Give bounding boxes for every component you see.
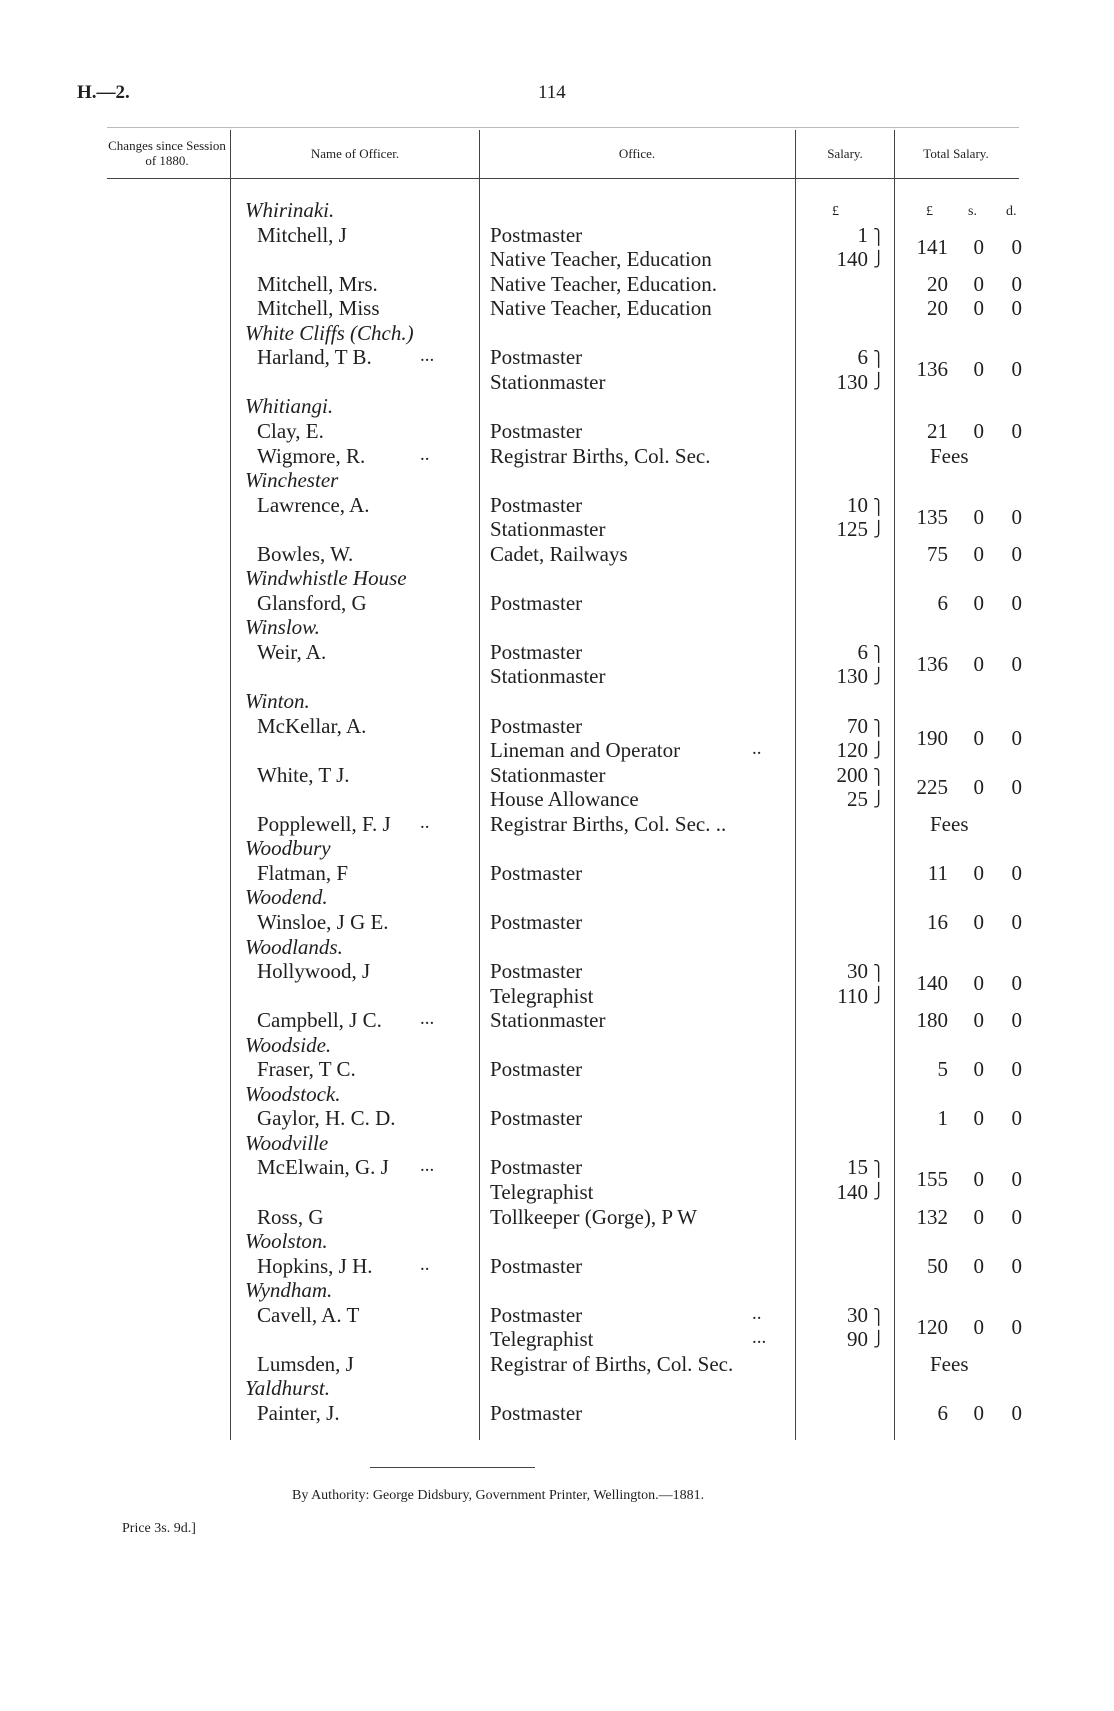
officer-name: Hollywood, J <box>257 959 371 984</box>
fees-label: Fees <box>930 811 969 836</box>
place-name: Woodside. <box>245 1032 332 1057</box>
table-row <box>0 444 1114 468</box>
table-row <box>0 935 1114 959</box>
total-pence: 0 <box>1011 725 1022 750</box>
office-title: Postmaster <box>490 1253 583 1278</box>
place-name: Woodstock. <box>245 1081 341 1106</box>
total-pounds: 1 <box>937 1106 948 1131</box>
office-title: Telegraphist <box>490 983 594 1008</box>
total-pence: 0 <box>1011 418 1022 443</box>
leader-dots: .. <box>420 1253 430 1275</box>
total-pounds: 5 <box>937 1057 948 1082</box>
total-pence: 0 <box>1011 1106 1022 1131</box>
officer-name: Painter, J. <box>257 1400 340 1425</box>
office-title: Postmaster <box>490 345 583 370</box>
table-row <box>0 787 1114 811</box>
officer-name: McKellar, A. <box>257 713 367 738</box>
total-pounds: 20 <box>927 271 948 296</box>
table-row <box>0 394 1114 418</box>
salary-amount: 90 <box>847 1327 868 1352</box>
total-pence: 0 <box>1011 651 1022 676</box>
officer-name: Mitchell, J <box>257 222 347 247</box>
total-pence: 0 <box>1011 1204 1022 1229</box>
salary-amount: 10 <box>847 492 868 517</box>
table-row <box>0 542 1114 566</box>
officer-name: Lumsden, J <box>257 1351 354 1376</box>
salary-brace: ⎫ ⎭ <box>873 966 885 1005</box>
officer-name: Wigmore, R. <box>257 443 366 468</box>
table-row <box>0 713 1114 750</box>
salary-amount: 6 <box>857 639 868 664</box>
table-row <box>0 1082 1114 1106</box>
total-pence: 0 <box>1011 971 1022 996</box>
place-name: Wyndham. <box>245 1278 333 1303</box>
office-title: Postmaster <box>490 492 583 517</box>
total-shillings: 0 <box>973 1253 984 1278</box>
total-pounds: 6 <box>937 1400 948 1425</box>
total-pounds: 135 <box>916 504 948 529</box>
officer-name: Popplewell, F. J <box>257 811 391 836</box>
total-pounds: 120 <box>916 1314 948 1339</box>
salary-amount: 25 <box>847 787 868 812</box>
table-row <box>0 1057 1114 1081</box>
officer-name: Mitchell, Mrs. <box>257 271 378 296</box>
total-pounds: 75 <box>927 541 948 566</box>
total-shillings: 0 <box>973 774 984 799</box>
total-pence: 0 <box>1011 1314 1022 1339</box>
printer-imprint: By Authority: George Didsbury, Government Printer, Wellington.—1881. <box>292 1488 705 1503</box>
col-header-total: Total Salary. <box>923 146 989 161</box>
col-header-name: Name of Officer. <box>310 146 400 161</box>
office-title: Postmaster <box>490 909 583 934</box>
table-row <box>0 1106 1114 1130</box>
table-row <box>0 762 1114 799</box>
total-shillings: 0 <box>973 541 984 566</box>
place-name: Whitiangi. <box>245 394 334 419</box>
table-row <box>0 419 1114 443</box>
office-title: Registrar of Births, Col. Sec. <box>490 1351 734 1376</box>
total-pounds: 136 <box>916 651 948 676</box>
officer-name: Weir, A. <box>257 639 327 664</box>
officer-name: Bowles, W. <box>257 541 354 566</box>
place-name: Woodend. <box>245 885 328 910</box>
salary-brace: ⎫ ⎭ <box>873 352 885 391</box>
salary-brace: ⎫ ⎭ <box>873 720 885 759</box>
page-number: 114 <box>538 82 566 103</box>
total-pounds: 140 <box>916 971 948 996</box>
place-name: White Cliffs (Chch.) <box>245 320 414 345</box>
officer-name: Campbell, J C. <box>257 1008 382 1033</box>
office-title: Postmaster <box>490 1400 583 1425</box>
salary-brace: ⎫ ⎭ <box>873 499 885 538</box>
table-row <box>0 517 1114 541</box>
total-pence: 0 <box>1011 909 1022 934</box>
col-header-changes: Changes since Session of 1880. <box>108 138 226 168</box>
salary-amount: 130 <box>836 369 868 394</box>
total-shillings: 0 <box>973 590 984 615</box>
officer-name: Harland, T B. <box>257 345 372 370</box>
table-row <box>0 492 1114 529</box>
table-row <box>0 639 1114 676</box>
total-pence: 0 <box>1011 357 1022 382</box>
office-title: Registrar Births, Col. Sec. <box>490 443 711 468</box>
fees-label: Fees <box>930 443 969 468</box>
leader-dots: .. <box>420 811 430 833</box>
table-row <box>0 566 1114 590</box>
total-pence: 0 <box>1011 774 1022 799</box>
total-pence: 0 <box>1011 296 1022 321</box>
office-title: Postmaster <box>490 713 583 738</box>
unit-pence: d. <box>1006 204 1017 219</box>
col-header-salary: Salary. <box>827 146 863 161</box>
table-row <box>0 689 1114 713</box>
table-row <box>0 321 1114 345</box>
place-name: Whirinaki. <box>245 198 335 222</box>
salary-amount: 15 <box>847 1155 868 1180</box>
table-row <box>0 296 1114 320</box>
total-shillings: 0 <box>973 725 984 750</box>
total-shillings: 0 <box>973 1204 984 1229</box>
salary-amount: 70 <box>847 713 868 738</box>
table-row <box>0 812 1114 836</box>
total-pence: 0 <box>1011 1167 1022 1192</box>
total-pence: 0 <box>1011 1400 1022 1425</box>
total-pounds: 6 <box>937 590 948 615</box>
office-title: Telegraphist <box>490 1327 594 1352</box>
total-pence: 0 <box>1011 504 1022 529</box>
office-title: Cadet, Railways <box>490 541 628 566</box>
salary-brace: ⎫ ⎭ <box>873 646 885 685</box>
table-row <box>0 1401 1114 1425</box>
leader-dots: .. <box>752 1302 762 1324</box>
total-shillings: 0 <box>973 418 984 443</box>
office-title: Stationmaster <box>490 369 606 394</box>
salary-amount: 140 <box>836 1180 868 1204</box>
total-pounds: 50 <box>927 1253 948 1278</box>
office-title: Postmaster <box>490 222 583 247</box>
table-row <box>0 1327 1114 1351</box>
officer-name: McElwain, G. J <box>257 1155 389 1180</box>
total-shillings: 0 <box>973 1167 984 1192</box>
office-title: Postmaster <box>490 418 583 443</box>
office-title: Postmaster <box>490 959 583 984</box>
table-row <box>0 1302 1114 1339</box>
place-name: Windwhistle House <box>245 566 407 591</box>
fees-label: Fees <box>930 1351 969 1376</box>
table-row <box>0 885 1114 909</box>
office-title: Lineman and Operator <box>490 738 681 763</box>
salary-amount: 30 <box>847 1302 868 1327</box>
total-pounds: 11 <box>927 860 948 885</box>
table-row <box>0 664 1114 688</box>
table-row <box>0 836 1114 860</box>
office-title: Stationmaster <box>490 517 606 542</box>
total-shillings: 0 <box>973 1057 984 1082</box>
salary-amount: 120 <box>836 738 868 763</box>
place-name: Yaldhurst. <box>245 1376 331 1401</box>
office-title: Stationmaster <box>490 1008 606 1033</box>
table-row <box>0 222 1114 259</box>
officer-name: Winsloe, J G E. <box>257 909 389 934</box>
office-title: Postmaster <box>490 1106 583 1131</box>
place-name: Winchester <box>245 468 339 493</box>
place-name: Winslow. <box>245 615 320 640</box>
office-title: Telegraphist <box>490 1180 594 1204</box>
table-row <box>0 468 1114 492</box>
leader-dots: .. <box>420 443 430 465</box>
office-title: Postmaster <box>490 860 583 885</box>
officer-name: White, T J. <box>257 762 350 787</box>
table-row <box>0 910 1114 934</box>
salary-amount: 200 <box>836 762 868 787</box>
table-row <box>0 272 1114 296</box>
table-row <box>0 1131 1114 1155</box>
salary-brace: ⎫ ⎭ <box>873 1309 885 1348</box>
table-top-rule <box>107 127 1019 128</box>
total-pence: 0 <box>1011 271 1022 296</box>
table-row <box>0 1352 1114 1376</box>
total-shillings: 0 <box>973 271 984 296</box>
salary-amount: 140 <box>836 247 868 272</box>
total-pence: 0 <box>1011 1057 1022 1082</box>
officer-name: Mitchell, Miss <box>257 296 380 321</box>
leader-dots: ... <box>420 345 435 367</box>
officer-name: Glansford, G <box>257 590 367 615</box>
total-pence: 0 <box>1011 541 1022 566</box>
office-title: Registrar Births, Col. Sec. .. <box>490 811 727 836</box>
total-pounds: 136 <box>916 357 948 382</box>
leader-dots: ... <box>420 1008 435 1030</box>
table-row <box>0 1205 1114 1229</box>
office-title: House Allowance <box>490 787 639 812</box>
table-row <box>0 591 1114 615</box>
total-shillings: 0 <box>973 504 984 529</box>
total-pounds: 141 <box>916 234 948 259</box>
unit-salary-pound: £ <box>832 204 839 219</box>
officer-name: Lawrence, A. <box>257 492 370 517</box>
total-shillings: 0 <box>973 971 984 996</box>
total-pence: 0 <box>1011 1253 1022 1278</box>
office-title: Native Teacher, Education. <box>490 271 718 296</box>
table-row <box>0 247 1114 271</box>
total-pounds: 21 <box>927 418 948 443</box>
salary-brace: ⎫ ⎭ <box>873 1162 885 1201</box>
place-name: Woodbury <box>245 836 331 861</box>
table-row <box>0 1229 1114 1253</box>
total-shillings: 0 <box>973 1106 984 1131</box>
office-title: Stationmaster <box>490 762 606 787</box>
section-number: H.—2. <box>77 82 130 103</box>
place-name: Woodville <box>245 1130 329 1155</box>
table-row <box>0 1254 1114 1278</box>
salary-amount: 6 <box>857 345 868 370</box>
officer-name: Gaylor, H. C. D. <box>257 1106 396 1131</box>
total-pounds: 20 <box>927 296 948 321</box>
total-pounds: 190 <box>916 725 948 750</box>
officer-name: Fraser, T C. <box>257 1057 356 1082</box>
total-shillings: 0 <box>973 651 984 676</box>
total-pence: 0 <box>1011 590 1022 615</box>
leader-dots: ... <box>752 1327 767 1349</box>
table-row <box>0 984 1114 1008</box>
office-title: Postmaster <box>490 639 583 664</box>
price-note: Price 3s. 9d.] <box>122 1521 196 1536</box>
office-title: Stationmaster <box>490 664 606 689</box>
total-shillings: 0 <box>973 1314 984 1339</box>
office-title: Postmaster <box>490 1057 583 1082</box>
salary-amount: 1 <box>857 222 868 247</box>
unit-shillings: s. <box>968 204 977 219</box>
table-row <box>0 1033 1114 1057</box>
table-row <box>0 370 1114 394</box>
office-title: Tollkeeper (Gorge), P W <box>490 1204 697 1229</box>
total-pounds: 16 <box>927 909 948 934</box>
table-row <box>0 1180 1114 1204</box>
officer-name: Cavell, A. T <box>257 1302 360 1327</box>
salary-amount: 110 <box>837 983 868 1008</box>
place-name: Winton. <box>245 689 310 713</box>
table-row <box>0 1008 1114 1032</box>
table-row <box>0 1376 1114 1400</box>
total-pence: 0 <box>1011 860 1022 885</box>
place-name: Woolston. <box>245 1229 328 1254</box>
place-name: Woodlands. <box>245 934 343 959</box>
table-row <box>0 615 1114 639</box>
officer-name: Clay, E. <box>257 418 324 443</box>
leader-dots: ... <box>420 1155 435 1177</box>
salary-amount: 30 <box>847 959 868 984</box>
office-title: Native Teacher, Education <box>490 296 712 321</box>
total-pounds: 132 <box>916 1204 948 1229</box>
salary-amount: 130 <box>836 664 868 689</box>
table-row <box>0 738 1114 762</box>
office-title: Native Teacher, Education <box>490 247 712 272</box>
total-pounds: 225 <box>916 774 948 799</box>
total-shillings: 0 <box>973 234 984 259</box>
office-title: Postmaster <box>490 1155 583 1180</box>
col-header-office: Office. <box>618 146 656 161</box>
total-shillings: 0 <box>973 1008 984 1033</box>
total-shillings: 0 <box>973 909 984 934</box>
officer-name: Ross, G <box>257 1204 324 1229</box>
total-shillings: 0 <box>973 296 984 321</box>
salary-brace: ⎫ ⎭ <box>873 229 885 268</box>
total-shillings: 0 <box>973 357 984 382</box>
total-pence: 0 <box>1011 234 1022 259</box>
total-pounds: 155 <box>916 1167 948 1192</box>
total-shillings: 0 <box>973 1400 984 1425</box>
officer-name: Flatman, F <box>257 860 349 885</box>
office-title: Postmaster <box>490 590 583 615</box>
salary-amount: 125 <box>836 517 868 542</box>
total-pence: 0 <box>1011 1008 1022 1033</box>
footer-rule <box>370 1467 535 1468</box>
table-row <box>0 861 1114 885</box>
table-row <box>0 1278 1114 1302</box>
salary-brace: ⎫ ⎭ <box>873 769 885 808</box>
office-title: Postmaster <box>490 1302 583 1327</box>
total-shillings: 0 <box>973 860 984 885</box>
leader-dots: .. <box>752 738 762 760</box>
table-row <box>0 198 1114 222</box>
officer-name: Hopkins, J H. <box>257 1253 373 1278</box>
total-pounds: 180 <box>916 1008 948 1033</box>
unit-pounds: £ <box>926 204 933 219</box>
header-rule <box>107 178 1019 179</box>
